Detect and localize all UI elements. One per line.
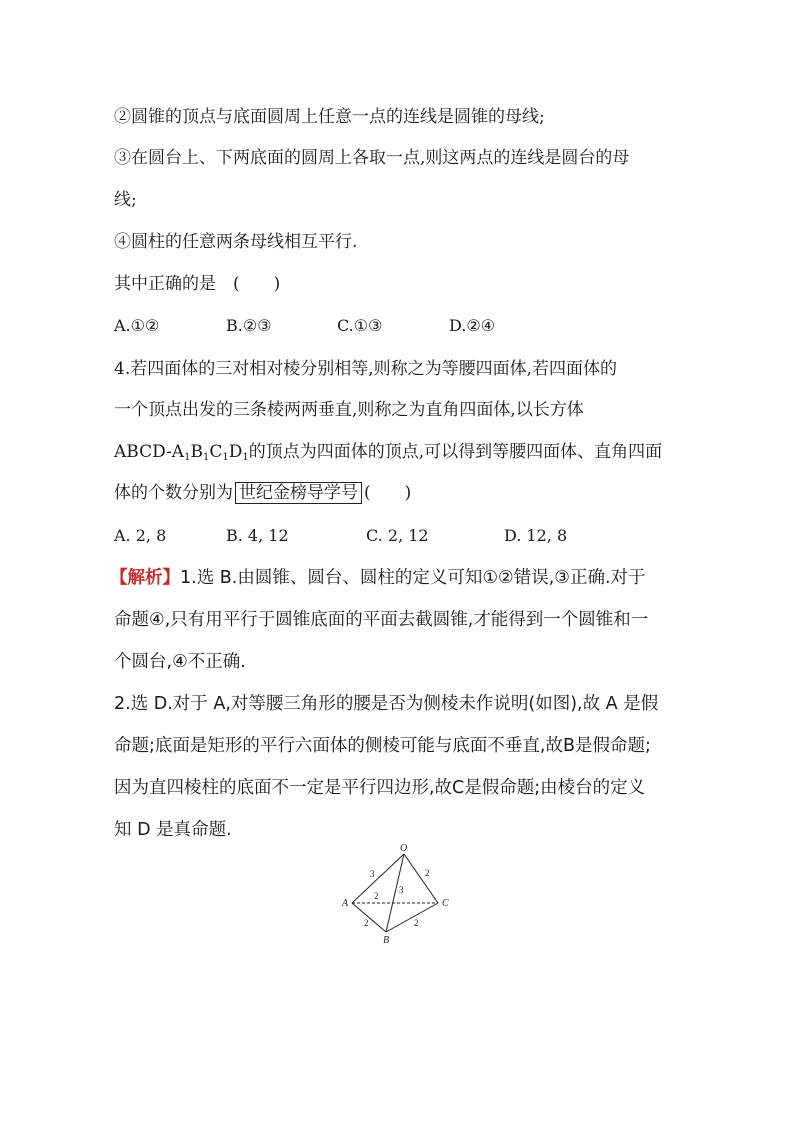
vertex-a: A <box>342 898 349 909</box>
edge-label-oa: 3 <box>370 869 375 879</box>
option-b: B.②③ <box>226 316 272 335</box>
analysis-line-7: 知 D 是真命题. <box>114 820 232 840</box>
analysis-line-5: 命题;底面是矩形的平行六面体的侧棱可能与底面不垂直,故B是假命题; <box>114 736 651 756</box>
vertex-b: B <box>383 935 390 946</box>
option-b: B. 4, 12 <box>226 526 289 545</box>
question-4-line-4: 体的个数分别为 世纪金榜导学号 ( ) <box>114 483 412 503</box>
analysis-line-6: 因为直四棱柱的底面不一定是平行四边形,故C是假命题;由棱台的定义 <box>114 778 646 798</box>
option-c: C. 2, 12 <box>366 526 429 545</box>
tetrahedron-figure <box>330 840 470 950</box>
edge-label-oc: 2 <box>425 868 430 878</box>
item-3-line-2: 线; <box>114 190 137 210</box>
edge-label-ob: 3 <box>399 885 404 895</box>
analysis-line-4: 2.选 D.对于 A,对等腰三角形的腰是否为侧棱未作说明(如图),故 A 是假 <box>114 694 659 714</box>
question-3-prompt: 其中正确的是 ( ) <box>114 274 281 294</box>
option-d: D. 12, 8 <box>504 526 568 545</box>
edge-label-bc: 2 <box>414 918 419 928</box>
question-4-line-1: 4.若四面体的三对相对棱分别相等,则称之为等腰四面体,若四面体的 <box>114 359 618 379</box>
option-a: A.①② <box>114 316 160 335</box>
edge-label-ac: 2 <box>374 891 379 901</box>
option-d: D.②④ <box>449 316 496 335</box>
edge-label-ab: 2 <box>364 918 369 928</box>
analysis-line-3: 个圆台,④不正确. <box>114 652 246 672</box>
option-a: A. 2, 8 <box>114 526 167 545</box>
edge-ab <box>352 903 386 932</box>
question-4-line-2: 一个顶点出发的三条棱两两垂直,则称之为直角四面体,以长方体 <box>114 400 584 420</box>
item-3-line-1: ③在圆台上、下两底面的圆周上各取一点,则这两点的连线是圆台的母 <box>114 148 630 168</box>
cuboid-label: ABCD-$A_1B_1C_1D_1$ <box>114 442 249 463</box>
source-label-box: 世纪金榜导学号 <box>235 482 362 504</box>
vertex-c: C <box>442 898 449 909</box>
item-2: ②圆锥的顶点与底面圆周上任意一点的连线是圆锥的母线; <box>114 107 545 127</box>
option-c: C.①③ <box>337 316 383 335</box>
item-4: ④圆柱的任意两条母线相互平行. <box>114 232 358 252</box>
edge-oc <box>404 854 438 903</box>
analysis-line-2: 命题④,只有用平行于圆锥底面的平面去截圆锥,才能得到一个圆锥和一 <box>114 610 649 630</box>
vertex-o: O <box>400 843 408 854</box>
analysis-tag: 【解析】 <box>110 568 180 588</box>
analysis-line-1: 【解析】1.选 B.由圆锥、圆台、圆柱的定义可知①②错误,③正确.对于 <box>110 568 646 588</box>
edge-bc <box>386 903 438 932</box>
question-4-line-3: ABCD-$A_1B_1C_1D_1$的顶点为四面体的顶点,可以得到等腰四面体、直角四面 <box>114 442 663 463</box>
